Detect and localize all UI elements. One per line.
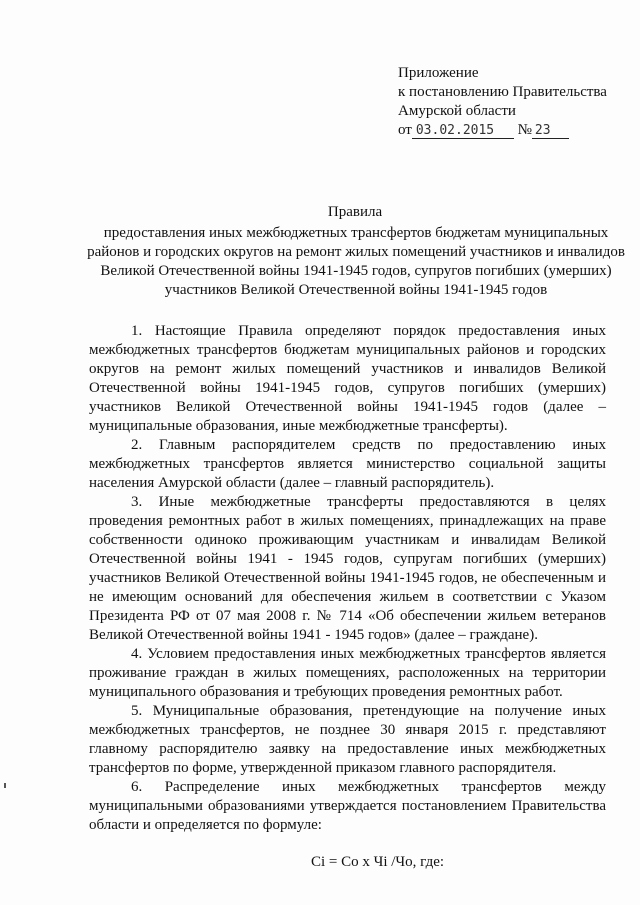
paragraph-5: 5. Муниципальные образования, претендующие на получение иных межбюджетных трансфертов, не позднее 30 января 2015 г. представляют главному распорядителю заявку на предоставление иных межбюджетных трансфертов по форме, утвержденной приказом главного распорядителя.	[89, 703, 606, 776]
appendix-header	[398, 64, 607, 140]
handwritten-number: 23	[532, 124, 569, 139]
date-prefix: от	[398, 122, 412, 138]
appendix-date-line	[398, 121, 607, 140]
scan-mark	[4, 783, 6, 788]
number-prefix: №	[517, 122, 532, 138]
document-subtitle: предоставления иных межбюджетных трансфертов бюджетам муниципальных районов и городских округов на ремонт жилых помещений участников и инвалидов Великой Отечественной войны 1941-1945 годов, супругов погибших (умерших) участников Великой Отечественной войны 1941-1945 годов	[87, 225, 625, 298]
paragraph-1: 1. Настоящие Правила определяют порядок предоставления иных межбюджетных трансфертов бюджетам муниципальных районов и городских округов на ремонт жилых помещений участников и инвалидов Великой Отечественной войны 1941-1945 годов, супругов погибших (умерших) участников Великой Отечественной войны 1941-1945 годов (далее – муниципальные образования, иные межбюджетные трансферты).	[89, 323, 606, 434]
formula: Сi = Со x Чi /Чо, где:	[310, 854, 445, 870]
handwritten-date: 03.02.2015	[412, 124, 514, 139]
paragraph-4: 4. Условием предоставления иных межбюджетных трансфертов является проживание граждан в жилых помещениях, расположенных на территории муниципального образования и требующих проведения ремонтных работ.	[89, 646, 606, 700]
paragraph-6: 6. Распределение иных межбюджетных трансфертов между муниципальными образованиями утверждается постановлением Правительства области и определяется по формуле:	[89, 779, 606, 833]
document-body	[89, 322, 606, 872]
appendix-line-2: к постановлению Правительства	[398, 84, 607, 100]
paragraph-3: 3. Иные межбюджетные трансферты предоставляются в целях проведения ремонтных работ в жилых помещениях, принадлежащих на праве собственности одиноко проживающим участникам и инвалидам Великой Отечественной войны 1941 - 1945 годов, супругам погибших (умерших) участников Великой Отечественной войны 1941-1945 годов, не обеспеченным и не имеющим оснований для обеспечения жильем в соответствии с Указом Президента РФ от 07 мая 2008 г. № 714 «Об обеспечении жильем ветеранов Великой Отечественной войны 1941 - 1945 годов» (далее – граждане).	[89, 494, 606, 643]
appendix-line-1: Приложение	[398, 65, 479, 81]
document-title: Правила	[327, 204, 383, 220]
paragraph-2: 2. Главным распорядителем средств по предоставлению иных межбюджетных трансфертов является министерство социальной защиты населения Амурской области (далее – главный распорядитель).	[89, 437, 606, 491]
appendix-line-3: Амурской области	[398, 103, 516, 119]
